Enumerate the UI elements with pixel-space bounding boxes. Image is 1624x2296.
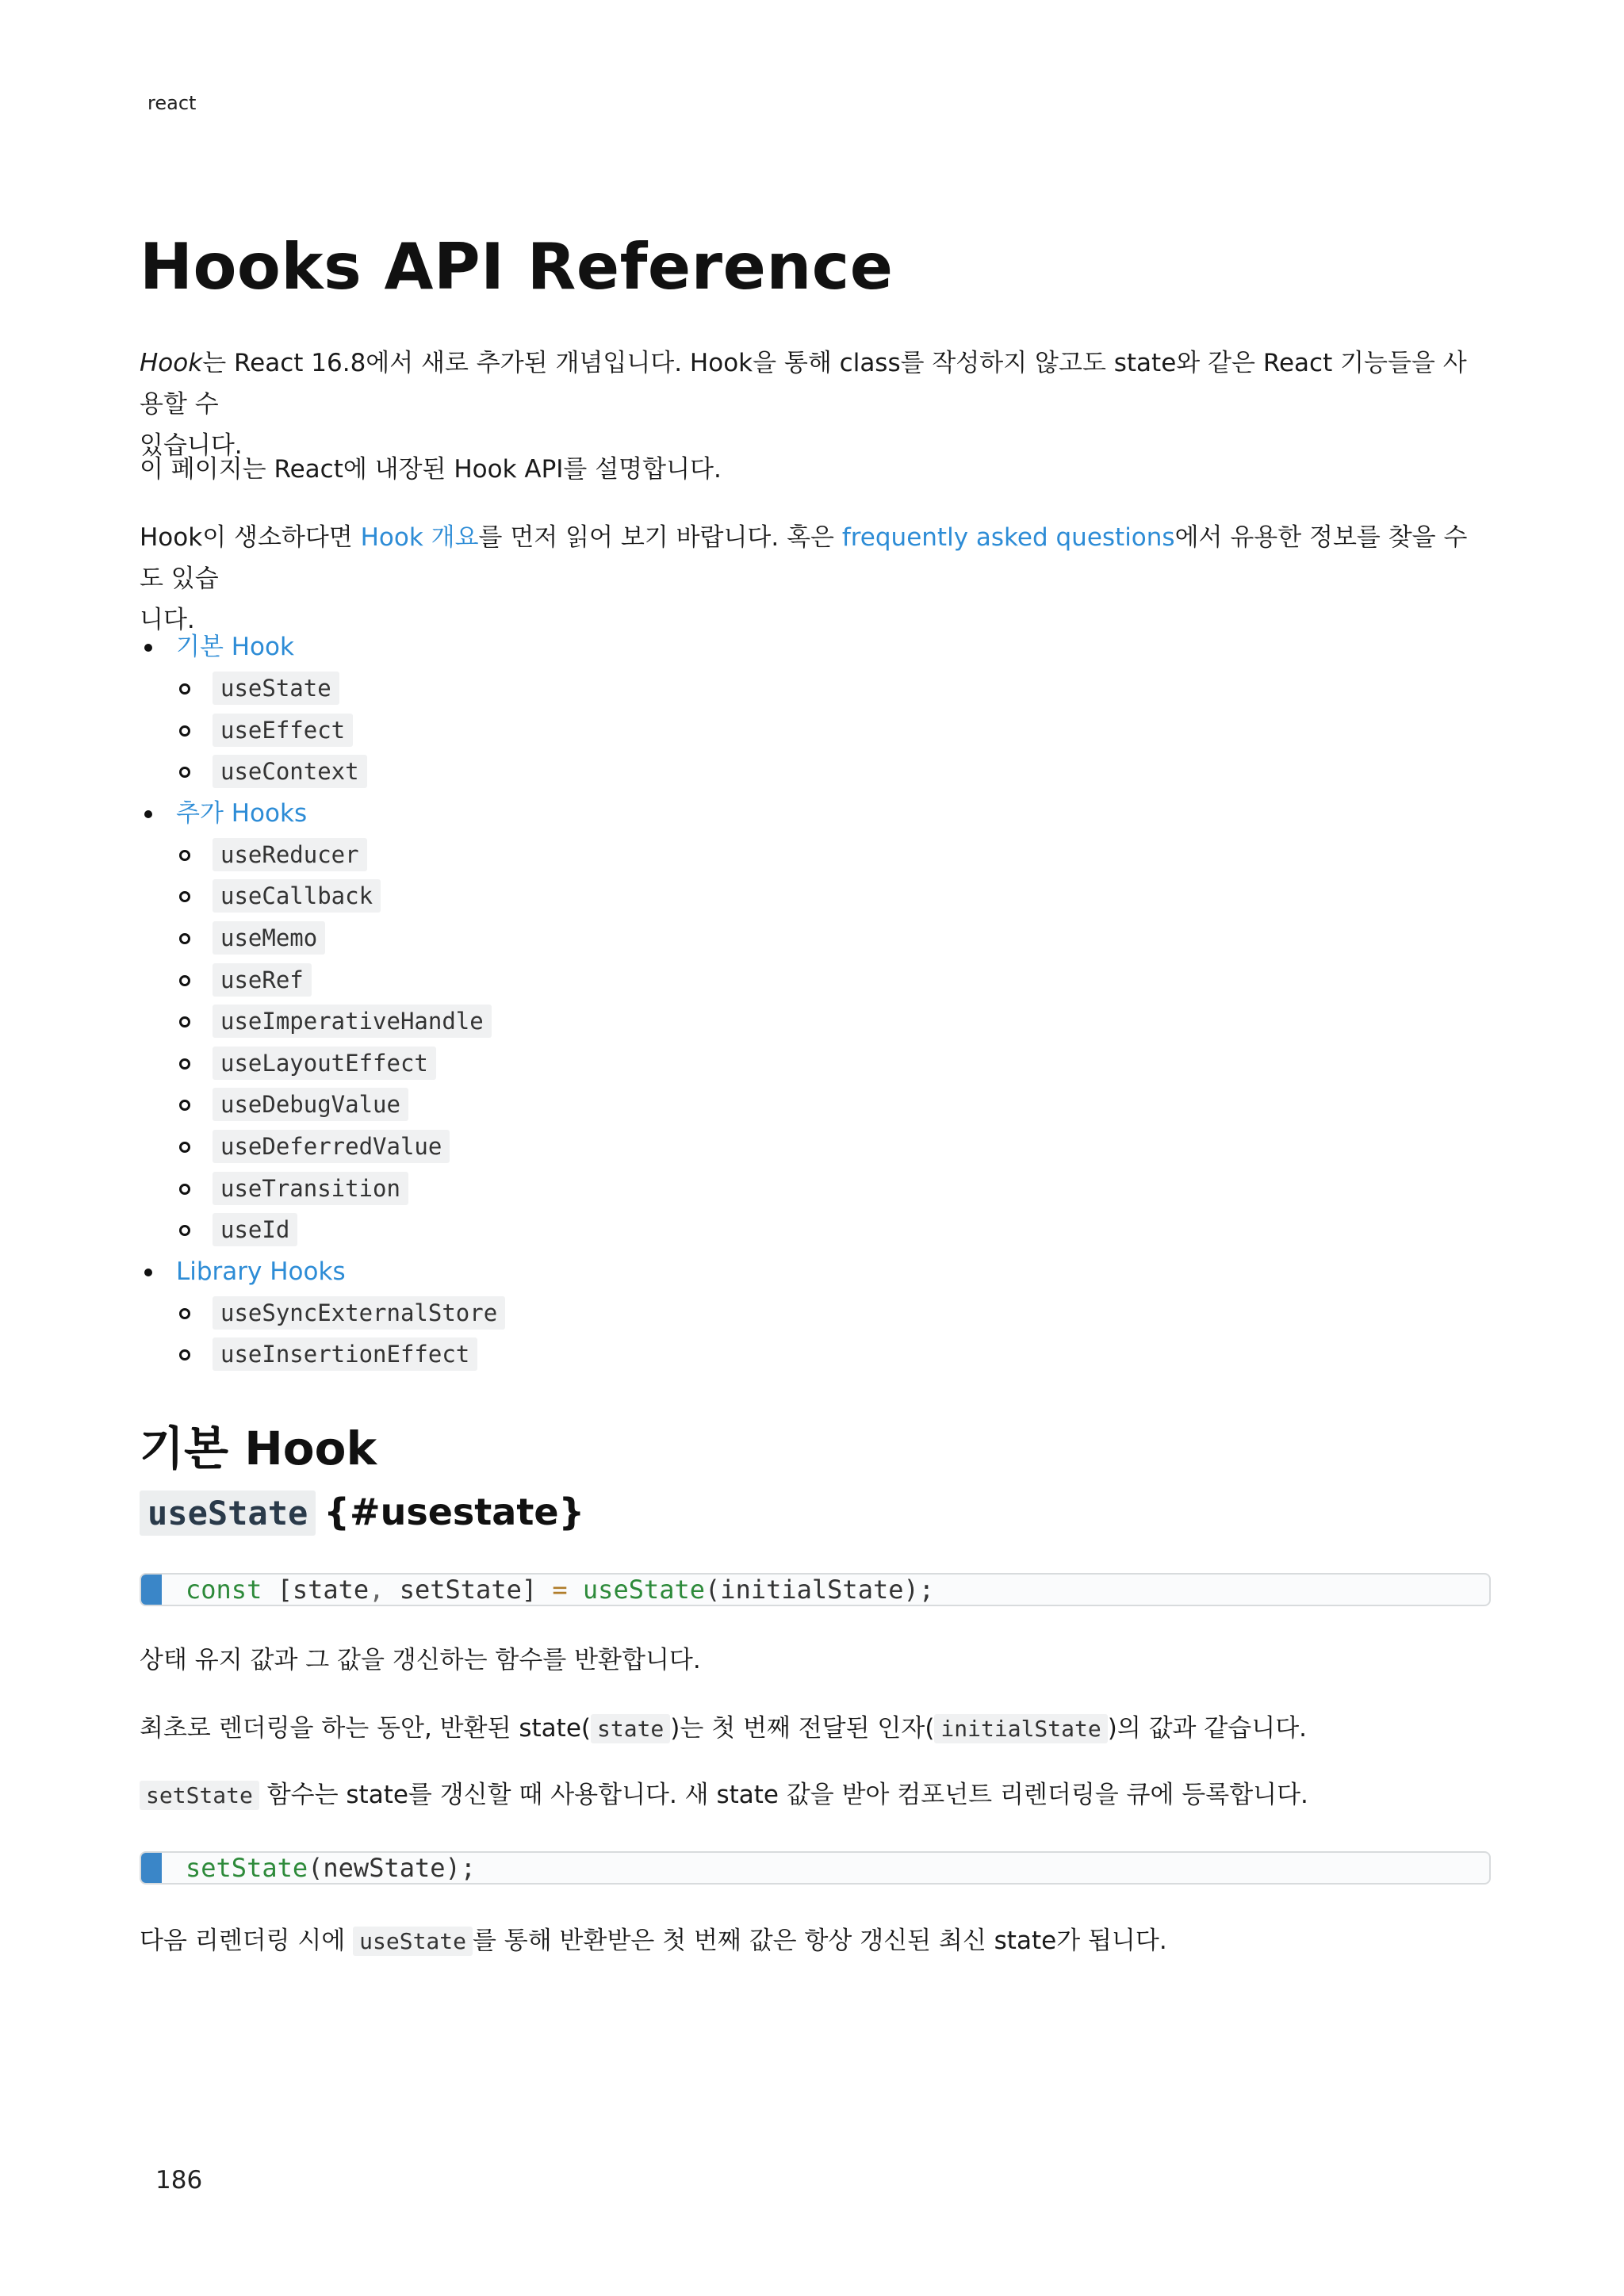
code-line	[186, 1853, 476, 1883]
usestate-paragraph-4	[140, 1920, 1489, 1962]
toc-code-usecontext[interactable]: useContext	[213, 755, 367, 788]
toc-item	[140, 959, 505, 1001]
toc-item	[140, 1168, 505, 1210]
inline-code-usestate: useState	[353, 1927, 473, 1956]
toc-code-usecallback[interactable]: useCallback	[213, 879, 381, 913]
p4-text-b: 를 통해 반환받은 첫 번째 값은 항상 갱신된 최신 state가 됩니다.	[473, 1927, 1167, 1955]
toc-code-useinsertioneffect[interactable]: useInsertionEffect	[213, 1337, 477, 1371]
subsection-code-usestate: useState	[140, 1490, 316, 1536]
usestate-paragraph-3	[140, 1774, 1489, 1816]
toc-code-useimperativehandle[interactable]: useImperativeHandle	[213, 1004, 492, 1038]
code-function: setState	[186, 1853, 308, 1883]
toc-item	[140, 1043, 505, 1085]
usestate-paragraph-1: 상태 유지 값과 그 값을 갱신하는 함수를 반환합니다.	[140, 1646, 701, 1674]
intro-p3-text-b: 를 먼저 읽어 보기 바랍니다. 혹은	[478, 523, 842, 552]
toc-item	[140, 834, 505, 876]
inline-code-initialstate: initialState	[934, 1714, 1107, 1743]
p2-text-c: )의 값과 같습니다.	[1107, 1714, 1307, 1743]
toc-item	[140, 1292, 505, 1334]
toc-item	[140, 917, 505, 959]
toc-code-usesyncexternalstore[interactable]: useSyncExternalStore	[213, 1296, 505, 1330]
page-number: 186	[155, 2166, 203, 2195]
intro-paragraph-3	[140, 517, 1489, 641]
toc-item	[140, 1126, 505, 1168]
intro-p3-text-c: 에서 유용한 정보를 찾을 수도 있습	[140, 523, 1468, 593]
toc-code-usedeferredvalue[interactable]: useDeferredValue	[213, 1130, 450, 1163]
intro-p3-text-d: 니다.	[140, 606, 195, 634]
intro-text-line1: 는 React 16.8에서 새로 추가된 개념입니다. Hook을 통해 class를 작성하지 않고도 state와 같은 React 기능들을 사용할 수	[140, 349, 1467, 419]
toc-code-useid[interactable]: useId	[213, 1213, 297, 1246]
usestate-paragraph-2	[140, 1708, 1489, 1750]
toc-section-basic	[140, 626, 505, 668]
toc-item	[140, 875, 505, 917]
page-title: Hooks API Reference	[140, 230, 894, 304]
toc-code-usestate[interactable]: useState	[213, 672, 339, 705]
intro-hook-emphasis: Hook	[140, 349, 203, 377]
toc-code-usedebugvalue[interactable]: useDebugValue	[213, 1088, 408, 1121]
code-args: (initialState);	[705, 1575, 935, 1605]
intro-text-line2: 있습니다.	[140, 431, 243, 460]
toc-item	[140, 751, 505, 793]
intro-paragraph-1	[140, 342, 1489, 466]
toc-item	[140, 1334, 505, 1376]
table-of-contents	[140, 626, 505, 1376]
inline-code-state: state	[591, 1714, 670, 1743]
code-block-usestate	[140, 1573, 1491, 1606]
toc-code-useref[interactable]: useRef	[213, 963, 312, 997]
code-text: [state	[262, 1575, 370, 1605]
toc-code-usetransition[interactable]: useTransition	[213, 1172, 408, 1205]
hook-overview-link[interactable]: Hook 개요	[360, 523, 479, 552]
toc-link-additional-hooks[interactable]: 추가 Hooks	[176, 798, 308, 828]
code-function: useState	[582, 1575, 706, 1605]
toc-code-useeffect[interactable]: useEffect	[213, 714, 353, 747]
section-title-basic-hook: 기본 Hook	[140, 1422, 377, 1475]
intro-paragraph-2: 이 페이지는 React에 내장된 Hook API를 설명합니다.	[140, 455, 722, 484]
toc-section-library	[140, 1251, 505, 1292]
toc-item	[140, 1084, 505, 1126]
faq-link[interactable]: frequently asked questions	[841, 523, 1175, 552]
p4-text-a: 다음 리렌더링 시에	[140, 1927, 354, 1955]
running-header: react	[147, 92, 197, 114]
code-operator: =	[537, 1575, 583, 1605]
toc-code-usereducer[interactable]: useReducer	[213, 838, 367, 871]
code-block-marker	[141, 1853, 162, 1883]
toc-item	[140, 710, 505, 752]
toc-item	[140, 1001, 505, 1043]
toc-code-usememo[interactable]: useMemo	[213, 921, 325, 955]
intro-p3-text-a: Hook이 생소하다면	[140, 523, 361, 552]
code-text: setState]	[384, 1575, 538, 1605]
p2-text-a: 최초로 렌더링을 하는 동안, 반환된 state(	[140, 1714, 591, 1743]
p3-text: 함수는 state를 갱신할 때 사용합니다. 새 state 값을 받아 컴포넌트 리렌더링을 큐에 등록합니다.	[259, 1781, 1308, 1809]
code-keyword: const	[186, 1575, 262, 1605]
toc-section-additional	[140, 793, 505, 834]
subsection-title-usestate	[140, 1490, 584, 1533]
toc-item	[140, 1209, 505, 1251]
inline-code-setstate: setState	[140, 1781, 259, 1810]
code-block-setstate	[140, 1851, 1491, 1885]
toc-code-uselayouteffect[interactable]: useLayoutEffect	[213, 1047, 436, 1080]
code-punct: ,	[369, 1575, 385, 1605]
code-block-marker	[141, 1575, 162, 1605]
toc-item	[140, 668, 505, 710]
code-args: (newState);	[308, 1853, 477, 1883]
p2-text-b: )는 첫 번째 전달된 인자(	[670, 1714, 935, 1743]
code-line	[186, 1575, 934, 1605]
subsection-anchor: {#usestate}	[324, 1490, 585, 1533]
toc-link-basic-hook[interactable]: 기본 Hook	[176, 633, 294, 661]
toc-link-library-hooks[interactable]: Library Hooks	[176, 1257, 346, 1286]
